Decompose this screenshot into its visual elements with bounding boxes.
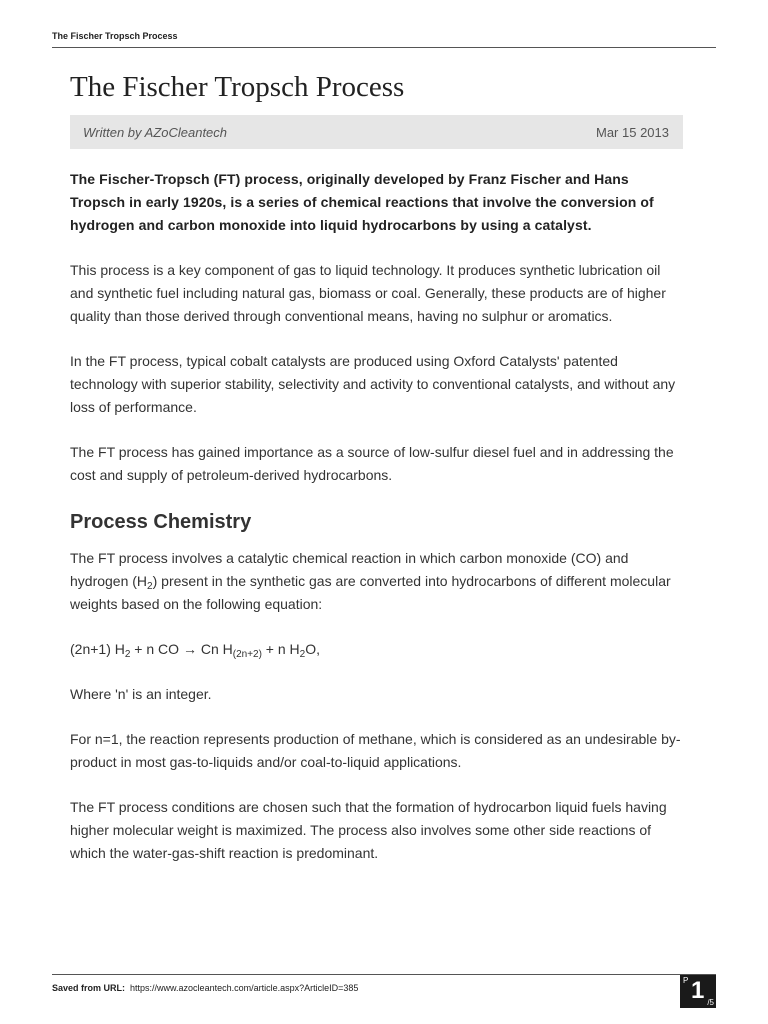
paragraph-methane: For n=1, the reaction represents production of methane, which is considered as an undesirable by-product in most gas-to-liquids and/or coal-to-liquid applications.: [70, 731, 681, 770]
paragraph-catalysts: In the FT process, typical cobalt catalysts are produced using Oxford Catalysts' patented technology with superior stability, selectivity and activity to conventional catalysts, and without any loss of performance.: [70, 353, 676, 415]
paragraph-gtl: This process is a key component of gas to liquid technology. It produces synthetic lubrication oil and synthetic fuel including natural gas, biomass or coal. Generally, these products are of higher quality than those derived through conventional means, having no sulphur or aromatics.: [70, 262, 666, 324]
publish-date: Mar 15 2013: [596, 124, 669, 140]
equation-term-d: O,: [305, 641, 321, 657]
footer-divider: [52, 974, 716, 975]
saved-from-label: Saved from URL:: [52, 983, 126, 993]
page-indicator: [680, 975, 716, 1008]
source-url: https://www.azocleantech.com/article.aspx?ArticleID=385: [130, 983, 359, 993]
lead-paragraph: The Fischer-Tropsch (FT) process, originally developed by Franz Fischer and Hans Tropsch in early 1920s, is a series of chemical reactions that involve the conversion of hydrogen and carbon monoxide into liquid hydrocarbons by using a catalyst.: [70, 171, 654, 233]
equation: [70, 638, 685, 661]
h2-subscript: 2: [147, 581, 153, 592]
paragraph-reaction: [70, 547, 685, 616]
page-prefix: P: [683, 976, 689, 985]
section-heading-process-chemistry: Process Chemistry: [70, 511, 252, 533]
page-number: 1: [691, 977, 705, 1004]
equation-term-c: + n H: [261, 641, 300, 657]
paragraph-conditions: The FT process conditions are chosen such that the formation of hydrocarbon liquid fuels having higher molecular weight is maximized. The process also involves some other side reactions of which the water-gas-shift reaction is predominant.: [70, 799, 667, 861]
reaction-text-part2: ) present in the synthetic gas are converted into hydrocarbons of different molecular weights based on the following equation:: [70, 573, 671, 612]
reaction-text-part1: The FT process involves a catalytic chemical reaction in which carbon monoxide (CO) and hydrogen (H: [70, 550, 629, 589]
article-body: [70, 168, 685, 887]
header-divider: [52, 47, 716, 48]
equation-sub-b: (2n+2): [232, 649, 262, 660]
paragraph-importance: The FT process has gained importance as a source of low-sulfur diesel fuel and in addressing the cost and supply of petroleum-derived hydrocarbons.: [70, 444, 674, 483]
equation-sub-a: 2: [124, 649, 131, 660]
paragraph-integer: Where 'n' is an integer.: [70, 686, 212, 702]
author-credit: Written by AZoCleantech: [83, 124, 228, 140]
equation-sub-c: 2: [299, 649, 306, 660]
footer-source: [52, 983, 358, 993]
byline-bar: [70, 115, 683, 149]
page-total: /5: [707, 998, 714, 1007]
running-header-title: The Fischer Tropsch Process: [52, 31, 178, 41]
equation-term-b: + n CO → Cn H: [130, 641, 233, 657]
page-title: The Fischer Tropsch Process: [70, 71, 405, 103]
equation-term-a: (2n+1) H: [70, 641, 125, 657]
